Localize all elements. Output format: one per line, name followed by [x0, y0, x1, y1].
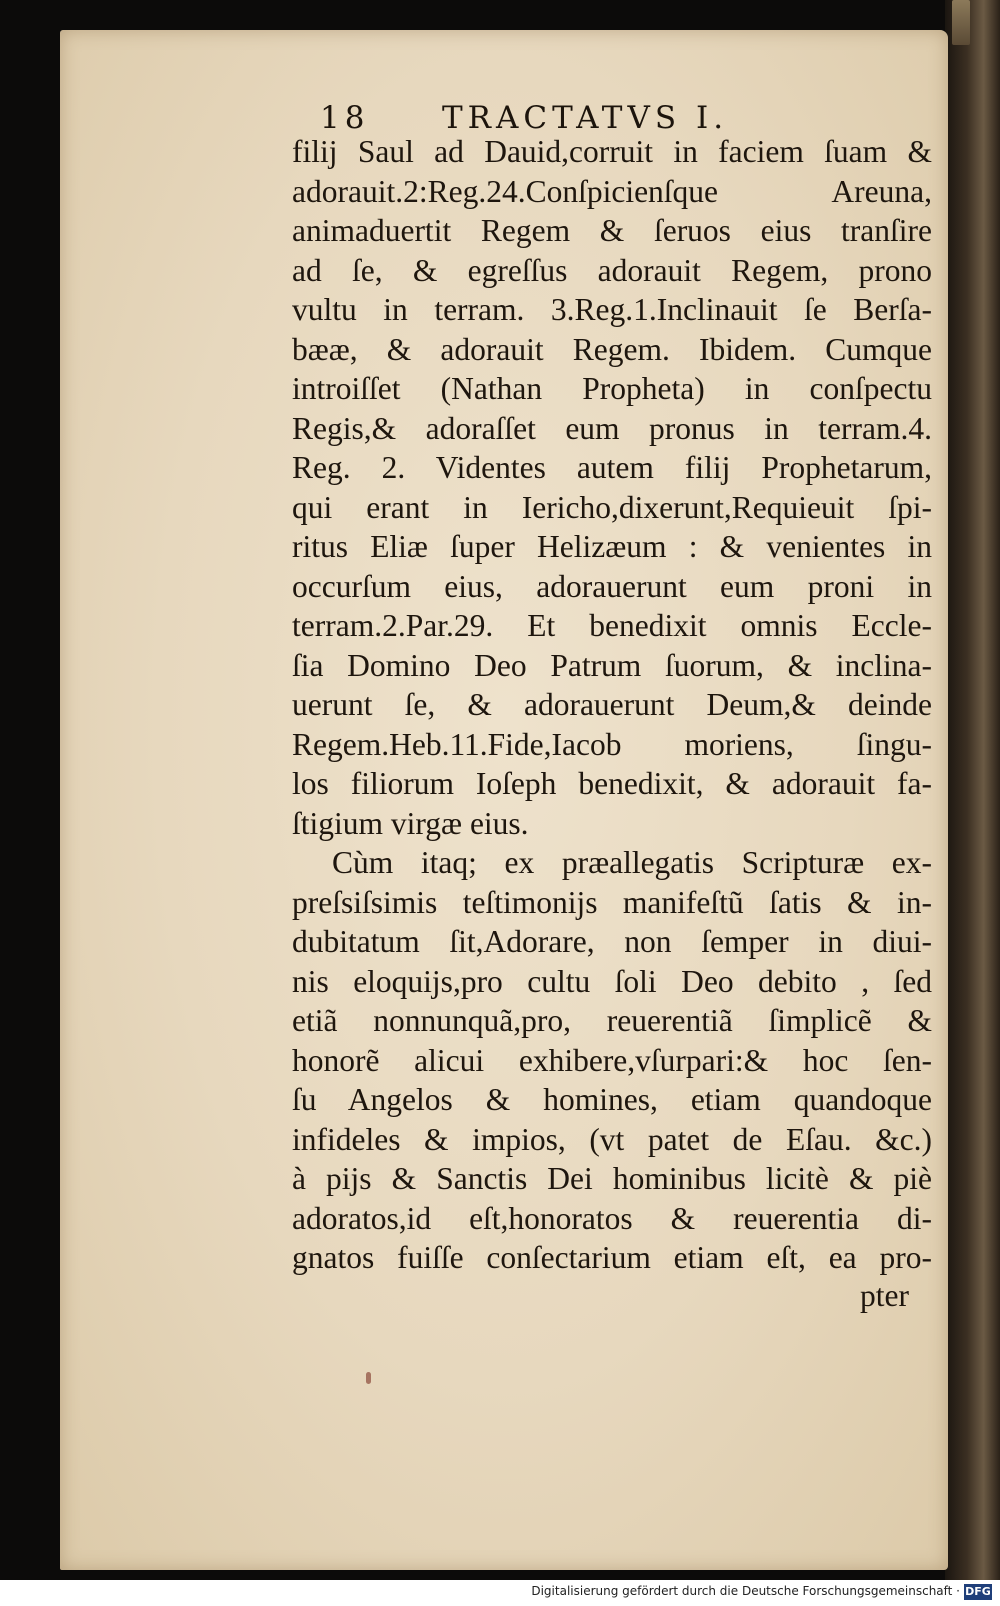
text-line: terram.2.Par.29. Et benedixit omnis Eccle-: [292, 608, 932, 643]
text-line: Regis,& adoraſſet eum pronus in terram.4.: [292, 410, 932, 446]
text-line: infideles & impios, (vt patet de Eſau. &c.): [292, 1121, 932, 1157]
text-line: etiã nonnunquã,pro, reuerentiã ſimplicẽ &: [292, 1003, 932, 1038]
text-line: ritus Eliæ ſuper Helizæum : & venientes in: [292, 529, 932, 564]
text-line: à pijs & Sanctis Dei hominibus licitè & piè: [292, 1161, 932, 1196]
text-line: uerunt ſe, & adorauerunt Deum,& deinde: [292, 687, 932, 722]
text-line: Reg. 2. Videntes autem filij Prophetarum,: [292, 450, 932, 485]
text-line: bææ, & adorauit Regem. Ibidem. Cumque: [292, 331, 932, 367]
text-line: ſia Domino Deo Patrum ſuorum, & inclina-: [292, 647, 932, 683]
page-number: 18: [320, 100, 370, 136]
text-line: ſu Angelos & homines, etiam quandoque: [292, 1082, 932, 1117]
text-line: preſsiſsimis teſtimonijs manifeſtũ ſatis & in-: [292, 884, 932, 920]
dfg-logo: DFG: [965, 1585, 991, 1598]
text-line: ad ſe, & egreſſus adorauit Regem, prono: [292, 252, 932, 288]
running-title: TRACTATVS I.: [442, 100, 729, 136]
spine-edge: [952, 0, 970, 45]
text-line: occurſum eius, adorauerunt eum proni in: [292, 568, 932, 604]
text-line: los filiorum Ioſeph benedixit, & adorauit fa-: [292, 766, 932, 801]
text-line: gnatos fuiſſe conſectarium etiam eſt, ea pro-: [292, 1240, 932, 1275]
text-line: qui erant in Iericho,dixerunt,Requieuit ſpi-: [292, 489, 932, 525]
body-text: [292, 132, 932, 1278]
text-line: honorẽ alicui exhibere,vſurpari:& hoc ſen-: [292, 1042, 932, 1078]
text-line: filij Saul ad Dauid,corruit in faciem ſuam &: [292, 134, 932, 169]
text-line: ſtigium virgæ eius.: [292, 805, 529, 841]
text-line: Regem.Heb.11.Fide,Iacob moriens, ſingu-: [292, 726, 932, 762]
footer-bar: [0, 1580, 1000, 1606]
text-line: Cùm itaq; ex præallegatis Scripturæ ex-: [332, 845, 932, 880]
funding-credit: Digitalisierung gefördert durch die Deutsche Forschungsgemeinschaft ·: [531, 1584, 960, 1598]
text-line: dubitatum ſit,Adorare, non ſemper in diui-: [292, 924, 932, 959]
text-line: animaduertit Regem & ſeruos eius tranſire: [292, 213, 932, 248]
catchword: pter: [860, 1278, 909, 1313]
text-line: adoratos,id eſt,honoratos & reuerentia di-: [292, 1200, 932, 1236]
text-line: vultu in terram. 3.Reg.1.Inclinauit ſe Berſa-: [292, 292, 932, 327]
book-spine: [945, 0, 1000, 1580]
text-line: nis eloquijs,pro cultu ſoli Deo debito , ſed: [292, 963, 932, 999]
ink-stain: [366, 1372, 371, 1384]
text-line: adorauit.2:Reg.24.Conſpicienſque Areuna,: [292, 173, 932, 209]
text-line: introiſſet (Nathan Propheta) in conſpectu: [292, 371, 932, 406]
